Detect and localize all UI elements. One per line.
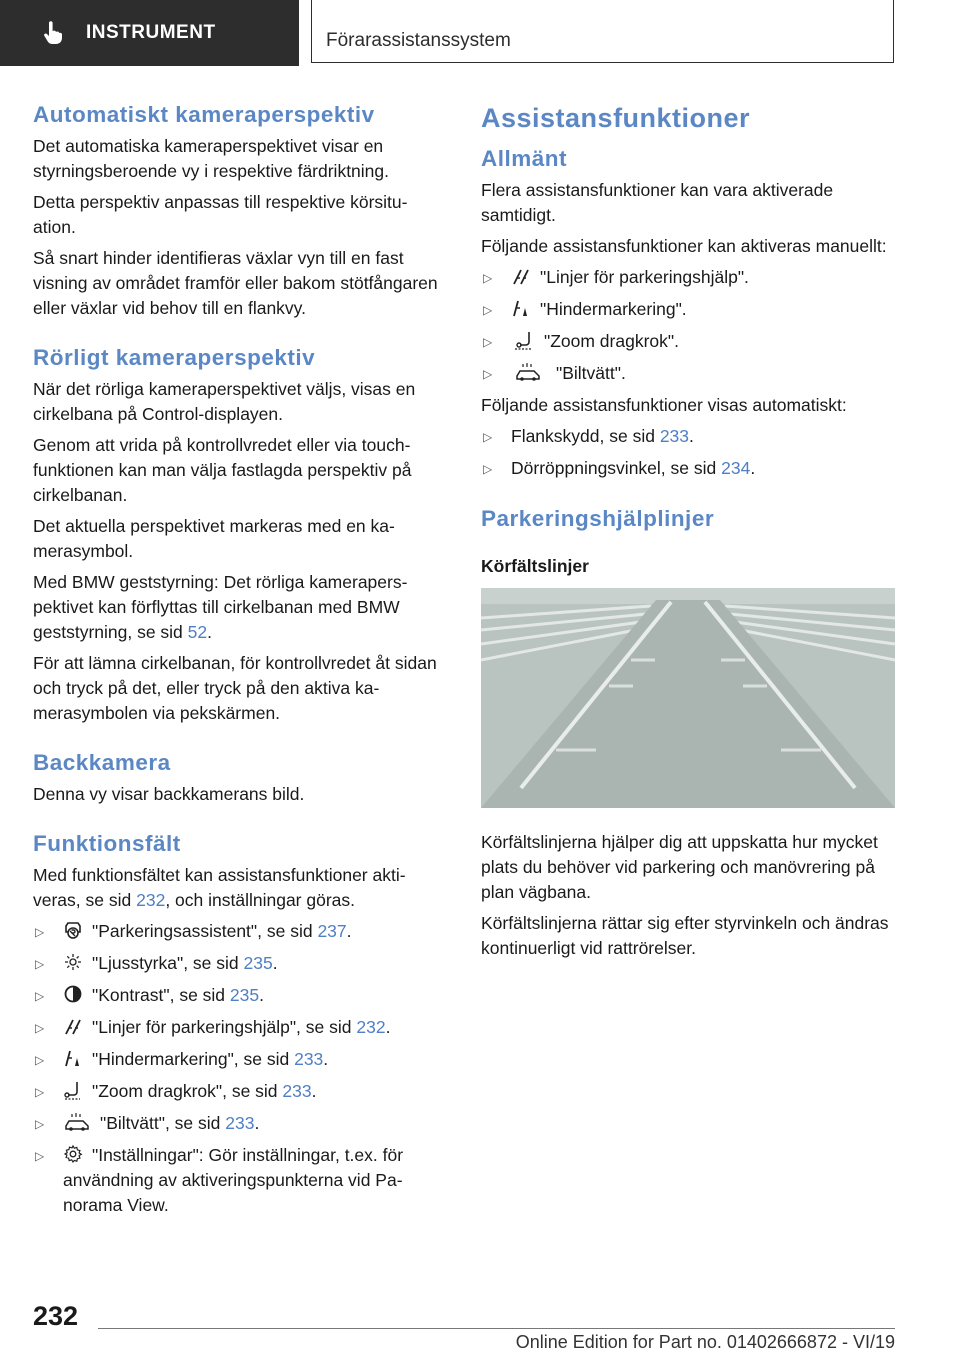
page-link[interactable]: 237 bbox=[317, 921, 347, 941]
bullet-triangle-icon: ▷ bbox=[35, 1053, 45, 1067]
paragraph: Genom att vrida på kontrollvredet eller via touchfunktionen kan man välja fastlagda perspektiv på cirkelbanan. bbox=[33, 435, 412, 505]
page-link[interactable]: 232 bbox=[136, 890, 166, 910]
paragraph: Med funktionsfältet kan assistansfunktioner aktiveras, se sid 232, och inställningar göras. bbox=[33, 865, 406, 910]
bullet-triangle-icon: ▷ bbox=[35, 1117, 45, 1131]
footer-divider bbox=[98, 1328, 895, 1329]
heading-lane-lines: Körfältslinjer bbox=[481, 556, 589, 576]
hand-pointer-icon bbox=[40, 20, 66, 46]
bullet-triangle-icon: ▷ bbox=[35, 1085, 45, 1099]
paragraph: Körfältslinjerna rättar sig efter styrvinkeln och ändras kontinuerligt vid rattrörelser. bbox=[481, 913, 889, 958]
page-number: 232 bbox=[33, 1301, 79, 1331]
list-item: ▷ "Linjer för parkeringshjälp", se sid 232. bbox=[33, 1015, 443, 1040]
list-item: ▷ "Hindermarkering", se sid 233. bbox=[33, 1047, 443, 1072]
bullet-triangle-icon: ▷ bbox=[35, 957, 45, 971]
bullet-triangle-icon: ▷ bbox=[483, 335, 493, 349]
parking-lines-icon bbox=[511, 266, 533, 286]
bullet-triangle-icon: ▷ bbox=[483, 430, 493, 444]
heading-function-field: Funktionsfält bbox=[33, 831, 181, 856]
list-item: ▷ "Zoom dragkrok", se sid 233. bbox=[33, 1079, 443, 1104]
parking-assistant-icon bbox=[63, 920, 85, 940]
section-label: Förarassistanssystem bbox=[326, 30, 511, 51]
function-list bbox=[33, 919, 443, 1218]
chapter-label: INSTRUMENT bbox=[86, 22, 216, 43]
page-link[interactable]: 233 bbox=[659, 426, 690, 446]
list-item: ▷ "Biltvätt", se sid 233. bbox=[33, 1111, 443, 1136]
paragraph: Körfältslinjerna hjälper dig att uppskatta hur mycket plats du behöver vid parkering och manövrering på plan vägbana. bbox=[481, 832, 878, 902]
list-item: ▷ "Hindermarkering". bbox=[481, 297, 895, 322]
car-wash-icon bbox=[63, 1112, 93, 1132]
page-link[interactable]: 233 bbox=[294, 1049, 324, 1069]
paragraph: Flera assistansfunktioner kan vara aktiverade samtidigt. bbox=[481, 180, 834, 225]
page-link[interactable]: 233 bbox=[282, 1081, 312, 1101]
section-header bbox=[311, 0, 894, 63]
paragraph: När det rörliga kameraperspektivet väljs, visas en cirkelbana på Control-displayen. bbox=[33, 379, 416, 424]
bullet-triangle-icon: ▷ bbox=[35, 925, 45, 939]
paragraph: Det automatiska kameraperspektivet visar en styrningsberoende vy i respektive färdriktning. bbox=[33, 136, 390, 181]
obstacle-marking-icon bbox=[511, 298, 533, 318]
bullet-triangle-icon: ▷ bbox=[483, 271, 493, 285]
list-item: ▷ "Biltvätt". bbox=[481, 361, 895, 386]
paragraph: För att lämna cirkelbanan, för kontrollvredet åt sidan och tryck på det, eller tryck på den aktiva kamerasymbolen via pekskärmen. bbox=[33, 653, 437, 723]
heading-parking-lines: Parkeringshjälplinjer bbox=[481, 506, 715, 531]
tow-hitch-icon bbox=[511, 330, 537, 350]
list-item: ▷ "Linjer för parkeringshjälp". bbox=[481, 265, 895, 290]
bullet-triangle-icon: ▷ bbox=[483, 303, 493, 317]
page-link[interactable]: 233 bbox=[225, 1113, 255, 1133]
car-wash-icon bbox=[511, 362, 549, 382]
obstacle-marking-icon bbox=[63, 1048, 85, 1068]
paragraph: Detta perspektiv anpassas till respektive körsituation. bbox=[33, 192, 408, 237]
paragraph: Följande assistansfunktioner kan aktiveras manuellt: bbox=[481, 236, 887, 256]
edition-text: Online Edition for Part no. 01402666872 - VI/19 bbox=[515, 1332, 895, 1352]
paragraph: Det aktuella perspektivet markeras med en kamerasymbol. bbox=[33, 516, 395, 561]
list-item: ▷ "Inställningar": Gör inställningar, t.ex. för användning av aktiveringspunkterna vid Panorama View. bbox=[35, 1145, 404, 1215]
heading-general: Allmänt bbox=[481, 146, 568, 171]
paragraph: Med BMW geststyrning: Det rörliga kameraperspektivet kan förflyttas till cirkelbanan med BMW geststyrning, se sid 52. bbox=[33, 572, 408, 642]
bullet-triangle-icon: ▷ bbox=[35, 989, 45, 1003]
list-item: ▷ "Ljusstyrka", se sid 235. bbox=[33, 951, 443, 976]
page-link[interactable]: 52 bbox=[187, 622, 208, 642]
list-item: ▷ "Parkeringsassistent", se sid 237. bbox=[33, 919, 443, 944]
chapter-tab[interactable] bbox=[0, 0, 299, 66]
paragraph: Så snart hinder identifieras växlar vyn till en fast visning av området framför eller bakom stötfångaren eller växlar vid behov till en flankvy. bbox=[33, 248, 438, 318]
heading-movable-perspective: Rörligt kameraperspektiv bbox=[33, 345, 316, 370]
page-link[interactable]: 232 bbox=[356, 1017, 386, 1037]
right-column bbox=[481, 100, 895, 967]
lane-lines-illustration bbox=[481, 588, 895, 808]
heading-backup-camera: Backkamera bbox=[33, 750, 171, 775]
list-item: ▷ "Kontrast", se sid 235. bbox=[33, 983, 443, 1008]
heading-automatic-perspective: Automatiskt kameraperspektiv bbox=[33, 102, 375, 127]
tow-hitch-icon bbox=[63, 1080, 85, 1100]
contrast-icon bbox=[63, 984, 85, 1004]
manual-functions-list bbox=[481, 265, 895, 386]
paragraph: Denna vy visar backkamerans bild. bbox=[33, 784, 305, 804]
bullet-triangle-icon: ▷ bbox=[35, 1021, 45, 1035]
automatic-functions-list bbox=[481, 424, 895, 481]
list-item: ▷ "Zoom dragkrok". bbox=[481, 329, 895, 354]
bullet-triangle-icon: ▷ bbox=[35, 1149, 45, 1163]
brightness-icon bbox=[63, 952, 85, 972]
bullet-triangle-icon: ▷ bbox=[483, 462, 493, 476]
page-link[interactable]: 234 bbox=[721, 458, 751, 478]
list-item: ▷ Flankskydd, se sid 233. bbox=[481, 424, 895, 449]
left-column bbox=[33, 100, 443, 1225]
bullet-triangle-icon: ▷ bbox=[483, 367, 493, 381]
paragraph: Följande assistansfunktioner visas automatiskt: bbox=[481, 395, 847, 415]
heading-assist-functions: Assistansfunktioner bbox=[481, 103, 751, 133]
list-item: ▷ Dörröppningsvinkel, se sid 234. bbox=[481, 456, 895, 481]
gear-icon bbox=[63, 1144, 85, 1164]
page-link[interactable]: 235 bbox=[229, 985, 260, 1005]
parking-lines-icon bbox=[63, 1016, 85, 1036]
page-link[interactable]: 235 bbox=[243, 953, 273, 973]
